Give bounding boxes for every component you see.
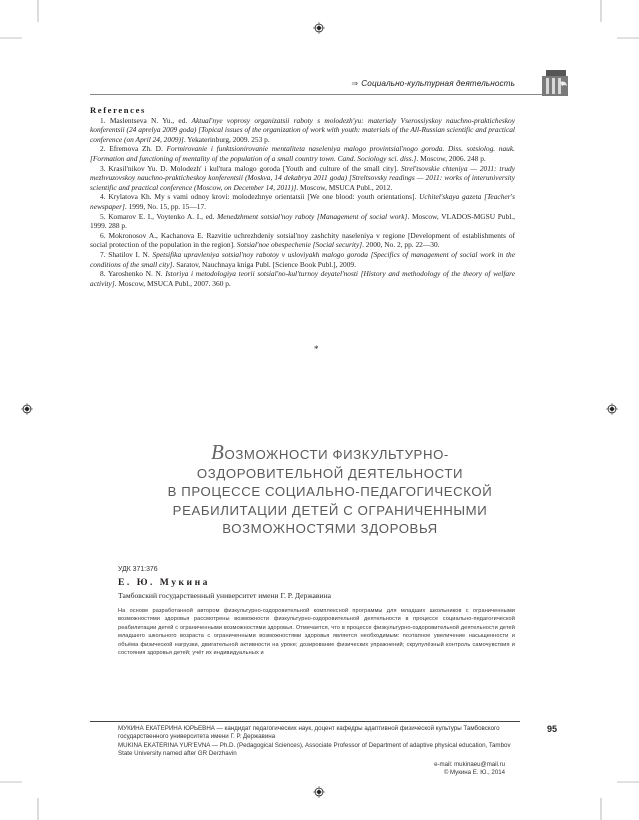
reference-item — [90, 269, 515, 288]
references-heading: References — [90, 105, 146, 115]
reference-text: . Moscow, MSUCA Publ., 2012. — [296, 182, 393, 192]
reference-title: Aktual'nye voprosy organizatsii raboty s molodezh'yu: materialy Vserossiyskoy nauchno-prakticheskoy konferentsii (24 aprelya 2009 goda) [Topical issues of the organization of work with youth: materials of the All-Russian scientific and practical conference (on April 24, 2009)] — [90, 115, 516, 144]
journal-logo-icon — [540, 68, 570, 98]
references-section — [90, 106, 515, 288]
reference-text: . Moscow, VLADOS-MGSU Publ., 1999. 288 p. — [90, 211, 515, 231]
reference-number: 8. — [100, 269, 108, 279]
reference-number: 5. — [100, 211, 109, 221]
reference-text: Komarov E. I., Voytenko A. I., ed. — [108, 211, 218, 221]
reference-title: Uchitel'skaya gazeta [Teacher's newspaper] — [90, 192, 515, 211]
arrow-icon: ⇒ — [351, 79, 359, 88]
reference-text: Krasil'nikov Yu. D. Molodezh' i kul'tura malogo goroda [Youth and culture of the small city]. — [108, 163, 401, 173]
reference-number: 6. — [100, 230, 109, 240]
reference-item — [90, 250, 515, 269]
title-line-5: ВОЗМОЖНОСТЯМИ ЗДОРОВЬЯ — [222, 521, 438, 536]
footnote-ru: МУКИНА ЕКАТЕРИНА ЮРЬЕВНА — кандидат педагогических наук, доцент кафедры адаптивной физической культуры Тамбовского государственного университета имени Г. Р. Державина — [118, 725, 500, 741]
reference-item — [90, 212, 515, 231]
registration-mark-bottom-icon — [313, 786, 325, 798]
title-drop-cap: В — [211, 440, 225, 464]
reference-title: Formirovanie i funktsionirovanie mentaliteta naseleniya malogo provintsial'nogo goroda. Diss. sotsiolog. nauk. [Formation and functioning of mentality of the population of a small country town. Cand. Sociology sci. diss.] — [90, 144, 515, 163]
reference-item — [90, 192, 515, 211]
reference-number: 4. — [100, 192, 109, 202]
reference-text: Shatilov I. N. — [108, 249, 153, 259]
registration-mark-left-icon — [21, 403, 33, 415]
page-number: 95 — [547, 724, 558, 734]
registration-mark-right-icon — [606, 403, 618, 415]
title-line-4: РЕАБИЛИТАЦИИ ДЕТЕЙ С ОГРАНИЧЕННЫМИ — [172, 502, 488, 518]
reference-text: Efremova Zh. D. — [109, 144, 167, 154]
abstract: На основе разработанной автором физкультурно-оздоровительной комплексной программы для младших школьников с ограниченными возможностями здоровья рассмотрены возможности физкультурно-оздоровительной деятельности в процессе социально-педагогической реабилитации детей с ограниченными возможностями здоровья. Отмечается, что в процессе физкультурно-оздоровительной деятельности детей младшего школьного возраста с ограниченными возможностями здоровья является необходимым: поэтапное увеличение насыщенности и объёма физической нагрузки, двигательной активности на уроке; дозирование физических упражнений; скрупулёзный контроль самочувствия и состояния здоровья детей; учёт их индивидуальных и — [118, 608, 515, 657]
reference-number: 3. — [100, 163, 109, 173]
reference-text: Mokronosov A., Kachanova E. Razvitie uchrezhdeniy sotsial'noy zashchity naseleniya v regione [Development of establishments of social protection of the population in the region]. — [90, 230, 516, 250]
reference-title: Strel'tsovskie chteniya — 2011: trudy mezhvuzovskoy nauchno-prakticheskoy konferentsii (Moskva, 14 dekabrya 2011 goda) [Streltsovsky readings — 2011: works of interuniversity scientific and practical conference (Moscow, on December 14, 2011)] — [90, 163, 516, 192]
header-rule — [90, 94, 550, 95]
copyright: © Мукина Е. Ю., 2014 — [443, 769, 505, 777]
footnote-en: MUKINA EKATERINA YUR'EVNA — Ph.D. (Pedagogical Sciences), Associate Professor of Department of adaptive physical education, Tambov State University named after GR Derzhavin — [118, 741, 511, 758]
running-header — [90, 78, 550, 92]
udc-code: УДК 371:376 — [118, 566, 158, 573]
reference-text: . Yekaterinburg, 2009. 253 p. — [183, 134, 270, 144]
author-email: e-mail: mukinaeu@mail.ru — [434, 761, 505, 768]
registration-mark-top-icon — [313, 22, 325, 34]
reference-text: . 2000, No. 2, pp. 22—30. — [362, 240, 440, 250]
reference-number: 2. — [100, 144, 110, 154]
reference-title: Istoriya i metodologiya teorii sotsial'no-kul'turnoy deyatel'nosti [History and methodology of the theory of welfare activity] — [90, 269, 515, 288]
reference-text: . 1999, No. 15, pp. 15—17. — [124, 201, 206, 211]
title-line-1: ОЗМОЖНОСТИ ФИЗКУЛЬТУРНО- — [224, 447, 449, 462]
reference-text: . Saratov, Nauchnaya kniga Publ. [Science Book Publ.], 2009. — [172, 259, 356, 269]
section-separator: * — [314, 344, 319, 354]
reference-text: Krylatova Kh. My s vami odnoy krovi: molodezhnye orientatsii [We one blood: youth orientations]. — [108, 192, 420, 202]
reference-title: Spetsifika upravleniya sotsial'noy rabotoy v usloviyakh malogo goroda [Specifics of management of social work in the conditions of the small city] — [90, 249, 515, 269]
reference-number: 7. — [100, 249, 109, 259]
reference-text: . Moscow, MSUCA Publ., 2007. 360 p. — [114, 278, 231, 288]
reference-text: . Moscow, 2006. 248 p. — [416, 153, 486, 163]
author-contact — [434, 761, 505, 777]
reference-number: 1. — [100, 115, 110, 125]
title-line-2: ОЗДОРОВИТЕЛЬНОЙ ДЕЯТЕЛЬНОСТИ — [196, 465, 464, 481]
reference-title: Menedzhment sotsial'noy raboty [Management of social work] — [217, 211, 408, 221]
references-list — [90, 116, 515, 289]
article-title — [145, 440, 515, 539]
reference-text: Yaroshenko N. N. — [107, 269, 166, 279]
author-affiliation: Тамбовский государственный университет имени Г. Р. Державина — [118, 591, 332, 600]
reference-item — [90, 231, 515, 250]
reference-item — [90, 164, 515, 193]
reference-item — [90, 144, 515, 163]
title-line-3: В ПРОЦЕССЕ СОЦИАЛЬНО-ПЕДАГОГИЧЕСКОЙ — [167, 484, 493, 499]
reference-item — [90, 116, 515, 145]
author-footnote — [118, 725, 518, 759]
reference-text: Maslentseva N. Yu., ed. — [109, 115, 192, 125]
section-label: Социально-культурная деятельность — [361, 79, 515, 88]
footnote-rule — [90, 721, 520, 722]
author-name: Е. Ю. Мукина — [118, 577, 210, 588]
reference-title: Sotsial'noe obespechenie [Social security] — [236, 240, 363, 250]
